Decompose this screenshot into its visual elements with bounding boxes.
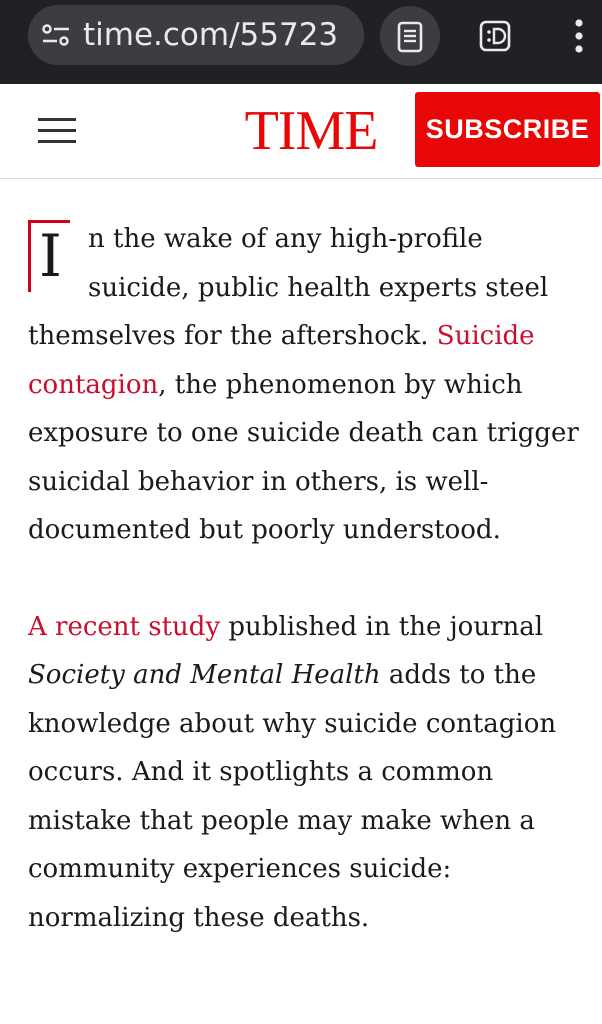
extension-button[interactable]: [476, 18, 514, 54]
reader-mode-button[interactable]: [380, 6, 440, 66]
drop-cap: I: [28, 220, 70, 292]
recent-study-link[interactable]: A recent study: [28, 611, 221, 642]
url-text[interactable]: time.com/55723: [83, 17, 339, 53]
article-body: [28, 215, 588, 942]
browser-toolbar: [0, 0, 602, 84]
time-logo[interactable]: TIME: [244, 100, 378, 162]
hamburger-menu-icon[interactable]: [38, 118, 76, 144]
suicide-contagion-link[interactable]: Suicide contagion: [28, 321, 535, 400]
tune-icon[interactable]: [42, 24, 70, 46]
journal-name: Society and Mental Health: [28, 660, 381, 690]
more-options-button[interactable]: [564, 14, 594, 58]
article-paragraph: I n the wake of any high-profile suicide, public health experts steel themselves for the aftershock. Suicide contagion, the phenomenon by which exposure to one suicide death can trigger suicidal behavior in others, is well-documented but poorly understood.: [28, 222, 579, 545]
article-paragraph: A recent study published in the journal Society and Mental Health adds to the knowledge about why suicide contagion occurs. And it spotlights a common mistake that people may make when a community experiences suicide: normalizing these deaths.: [28, 611, 557, 933]
extension-icon: [476, 18, 514, 54]
subscribe-button[interactable]: SUBSCRIBE: [415, 92, 600, 167]
more-vert-icon: [564, 14, 594, 58]
reader-mode-icon: [397, 21, 423, 53]
site-header: [0, 84, 602, 179]
address-bar[interactable]: [28, 5, 364, 65]
